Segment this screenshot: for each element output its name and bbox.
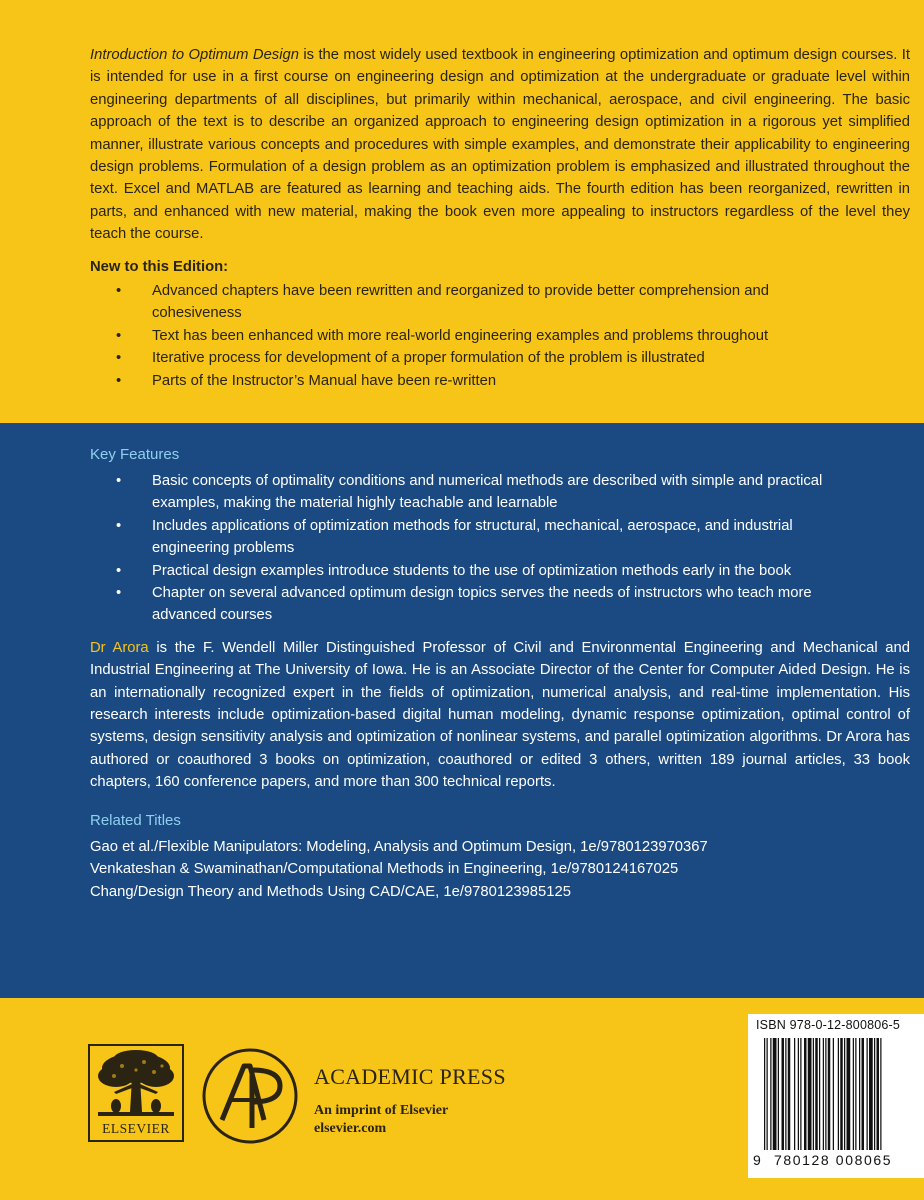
publisher-footer xyxy=(0,998,924,1200)
barcode-bar xyxy=(828,1038,831,1150)
bullet-icon: • xyxy=(116,517,122,534)
barcode-bar xyxy=(815,1038,818,1150)
barcode-bar xyxy=(847,1038,851,1150)
barcode-bar xyxy=(782,1038,785,1150)
related-title: Chang/Design Theory and Methods Using CAD/CAE, 1e/9780123985125 xyxy=(90,883,571,900)
isbn-barcode-panel xyxy=(748,1014,924,1178)
barcode-bar xyxy=(804,1038,807,1150)
book-title: Introduction to Optimum Design xyxy=(90,47,299,63)
key-features-list xyxy=(90,470,910,627)
new-edition-list xyxy=(90,280,910,392)
elsevier-tree-icon xyxy=(92,1048,180,1120)
bullet-icon: • xyxy=(116,327,122,344)
key-features-heading: Key Features xyxy=(90,446,180,463)
barcode-icon xyxy=(764,1038,914,1150)
isbn-label: ISBN 978-0-12-800806-5 xyxy=(756,1018,901,1032)
bullet-icon: • xyxy=(116,283,122,300)
barcode-bar xyxy=(800,1038,801,1150)
barcode-bar xyxy=(838,1038,839,1150)
elsevier-wordmark: ELSEVIER xyxy=(102,1121,170,1136)
author-bio-text: is the F. Wendell Miller Distinguished Professor of Civil and Environmental Engineering and Mechanical and Industrial Engineering at The University of Iowa. He is an Associate Director of the Center for Computer Aided Design. He is an internationally recognized expert in the fields of optimization, numerical analysis, and real-time implementation. His research interests include optimization-based digital human modeling, dynamic response optimization, optimal control of systems, design sensitivity analysis and optimization of nonlinear systems, and parallel optimization algorithms. Dr Arora has authored or coauthored 3 books on optimization, coauthored or edited 3 others, written 189 journal articles, 33 book chapters, 160 conference papers, and more than 300 technical reports. xyxy=(90,639,910,791)
barcode-bar xyxy=(823,1038,824,1150)
list-item: • Text has been enhanced with more real-world engineering examples and problems throughout xyxy=(90,325,792,347)
list-item: • Chapter on several advanced optimum design topics serves the needs of instructors who teach more advanced courses xyxy=(90,582,872,627)
barcode-bar xyxy=(794,1038,795,1150)
barcode-bar xyxy=(767,1038,768,1150)
academic-press-name: ACADEMIC PRESS xyxy=(314,1064,506,1089)
barcode-bar xyxy=(880,1038,881,1150)
list-item: • Advanced chapters have been rewritten and reorganized to provide better comprehension and cohesiveness xyxy=(90,280,792,325)
elsevier-logo xyxy=(88,1044,184,1142)
related-title: Venkateshan & Swaminathan/Computational Methods in Engineering, 1e/9780124167025 xyxy=(90,861,679,878)
features-section xyxy=(0,423,924,998)
bullet-icon: • xyxy=(116,350,122,367)
barcode-bar xyxy=(840,1038,843,1150)
barcode-bar xyxy=(825,1038,826,1150)
bullet-icon: • xyxy=(116,562,122,579)
bullet-icon: • xyxy=(116,473,122,489)
barcode-bar xyxy=(874,1038,875,1150)
barcode-digits: 780128 008065 xyxy=(774,1152,893,1168)
barcode-bar xyxy=(867,1038,868,1150)
website-text: elsevier.com xyxy=(314,1121,387,1136)
barcode-bar xyxy=(808,1038,812,1150)
barcode-bar xyxy=(798,1038,799,1150)
barcode-bar xyxy=(853,1038,854,1150)
barcode-bar xyxy=(877,1038,880,1150)
related-titles-list xyxy=(90,836,910,903)
barcode-bar xyxy=(862,1038,865,1150)
list-item: • Basic concepts of optimality conditions and numerical methods are described with simple and practical examples, making the material highly teachable and learnable xyxy=(90,470,872,515)
barcode-bar xyxy=(770,1038,771,1150)
list-item: • Includes applications of optimization methods for structural, mechanical, aerospace, and industrial engineering problems xyxy=(90,515,872,560)
list-item: • Parts of the Instructor’s Manual have been re-written xyxy=(90,370,792,392)
list-item: • Practical design examples introduce students to the use of optimization methods early in the book xyxy=(90,560,872,582)
barcode-bar xyxy=(785,1038,786,1150)
barcode-bar xyxy=(869,1038,873,1150)
intro-paragraph xyxy=(90,44,910,246)
barcode-bar xyxy=(833,1038,834,1150)
new-edition-heading: New to this Edition: xyxy=(90,258,229,275)
barcode-bar xyxy=(859,1038,860,1150)
barcode-first-digit: 9 xyxy=(753,1152,761,1168)
barcode-bar xyxy=(855,1038,856,1150)
related-titles-heading: Related Titles xyxy=(90,811,181,829)
intro-text: is the most widely used textbook in engineering optimization and optimum design courses. It is intended for use in a first course on engineering design and optimization at the undergraduate or graduate level within engineering departments of all disciplines, but primarily within mechanical, aerospace, and civil engineering. The basic approach of the text is to describe an organized approach to engineering design optimization in a rigorous yet simplified manner, illustrate various concepts and procedures with simple examples, and demonstrate their applicability to engineering design problems. Formulation of a design problem as an optimization problem is emphasized and illustrated throughout the text. Excel and MATLAB are featured as learning and teaching aids. The fourth edition has been reorganized, rewritten in parts, and enhanced with new material, making the book even more appealing to instructors regardless of the level they teach the course. xyxy=(90,47,911,243)
imprint-text: An imprint of Elsevier xyxy=(314,1103,449,1118)
barcode-bar xyxy=(788,1038,791,1150)
barcode-bar xyxy=(773,1038,777,1150)
list-item: • Iterative process for development of a proper formulation of the problem is illustrated xyxy=(90,347,792,369)
barcode-bar xyxy=(778,1038,779,1150)
barcode-bar xyxy=(764,1038,765,1150)
author-name: Dr Arora xyxy=(90,639,149,656)
bullet-icon: • xyxy=(116,585,122,602)
author-bio xyxy=(90,637,910,794)
imprint-info xyxy=(314,1102,448,1138)
description-section xyxy=(0,0,924,423)
bullet-icon: • xyxy=(116,372,122,389)
barcode-bar xyxy=(819,1038,820,1150)
related-title: Gao et al./Flexible Manipulators: Modeling, Analysis and Optimum Design, 1e/9780123970367 xyxy=(90,838,708,855)
barcode-bar xyxy=(813,1038,814,1150)
barcode-bar xyxy=(844,1038,845,1150)
academic-press-logo-icon xyxy=(200,1046,300,1146)
